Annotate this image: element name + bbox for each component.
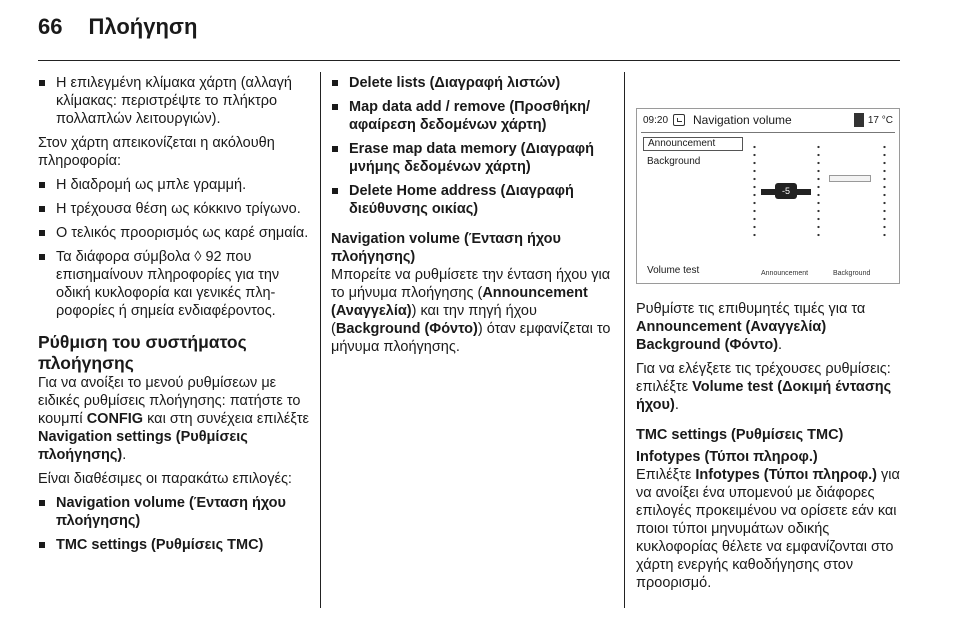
section-heading-nav-settings: Ρύθμιση του συστήματος πλοήγησης — [38, 332, 247, 373]
text-span: και στη συνέχεια επιλέξτε — [143, 411, 309, 427]
screen-menu-volume-test[interactable]: Volume test — [647, 265, 700, 276]
subheading-tmc-settings: TMC settings (Ρυθμίσεις TMC) — [636, 427, 844, 443]
text-span: Για να ελέγξετε τις τρέχουσες ρυθμίσεις: επιλέξτε — [636, 361, 891, 395]
column-2 — [331, 74, 613, 362]
bullet-list-options — [38, 494, 310, 554]
scale-dots — [883, 143, 886, 239]
paragraph-open-settings — [38, 374, 310, 464]
screen-menu-background[interactable]: Background — [647, 156, 701, 167]
header-rule — [38, 60, 900, 61]
config-key-label: CONFIG — [86, 411, 144, 427]
screen-time: 09:20 — [643, 114, 669, 126]
text-span: Για να ανοίξει το μενού ρυθμίσεων με ειδικές ρυθμίσεις πλοήγησης: πατήστε το κουμπί — [38, 375, 301, 427]
list-item: Τα διάφορα σύμβολα ◊ 92 που επισημαίνουν πληροφορίες για την οδική κυκλοφορία και γενικές πληροφορίες ή σημεία ενδιαφέροντος. — [38, 248, 310, 320]
slider-label-announcement: Announcement — [761, 270, 809, 277]
background-slider[interactable] — [829, 175, 871, 182]
paragraph-nav-volume — [331, 266, 613, 356]
text-span: ) όταν εμφανίζεται το μήνυμα πλοήγησης. — [331, 321, 611, 355]
volume-test-label: Volume test (Δοκιμή έντασης ήχου) — [636, 379, 892, 413]
announcement-label: Announcement (Αναγγελία) — [331, 285, 588, 319]
list-item: Η επιλεγμένη κλίμακα χάρτη (αλλαγή κλίμακας: περιστρέψτε το πλήκτρο πολλαπλών λειτουργιών). — [38, 74, 310, 128]
paragraph-options: Είναι διαθέσιμες οι παρακάτω επιλογές: — [38, 471, 292, 487]
list-item: Delete Home address (Διαγραφή διεύθυνσης οικίας) — [331, 182, 613, 218]
text-span: Επιλέξτε — [636, 467, 696, 483]
slider-label-background: Background — [833, 270, 871, 277]
column-1 — [38, 74, 310, 560]
list-item: Navigation volume (Ένταση ήχου πλοήγησης) — [38, 494, 310, 530]
paragraph-volume-test — [636, 360, 902, 414]
page-number: 66 — [38, 14, 63, 39]
list-item: Η τρέχουσα θέση ως κόκκινο τρίγωνο. — [38, 200, 310, 218]
paragraph-infotypes — [636, 466, 902, 592]
list-item: Erase map data memory (Διαγραφή μνήμης δεδομένων χάρτη) — [331, 140, 613, 176]
list-item: Ο τελικός προορισμός ως καρέ σημαία. — [38, 224, 310, 242]
text-span: Ρυθμίστε τις επιθυμητές τιμές για τα — [636, 301, 866, 317]
nav-volume-screen — [636, 108, 900, 284]
text-span: . — [778, 337, 783, 353]
page-title: Πλοήγηση — [88, 14, 198, 39]
screen-title: Navigation volume — [693, 113, 792, 127]
bullet-list-options-cont — [331, 74, 613, 218]
bullet-list-map-info — [38, 176, 310, 320]
phone-icon — [854, 113, 864, 127]
announcement-slider-knob[interactable]: -5 — [775, 183, 797, 199]
background-label: Background (Φόντο) — [335, 321, 478, 337]
scale-dots — [753, 143, 756, 239]
bullet-list-scale — [38, 74, 310, 128]
clock-icon — [673, 114, 685, 126]
screen-menu-announcement[interactable]: Announcement — [643, 137, 743, 151]
screen-status-bar — [637, 109, 899, 131]
list-item: TMC settings (Ρυθμίσεις TMC) — [38, 536, 310, 554]
paragraph-map-info: Στον χάρτη απεικονίζεται η ακόλουθη πληροφορία: — [38, 135, 275, 169]
scale-dots — [817, 143, 820, 239]
list-item: Map data add / remove (Προσθήκη/ αφαίρεση δεδομένων χάρτη) — [331, 98, 613, 134]
list-item: Η διαδρομή ως μπλε γραμμή. — [38, 176, 310, 194]
column-divider-2 — [624, 72, 625, 608]
announcement-label: Announcement (Αναγγελία) — [636, 319, 827, 335]
page-header — [38, 14, 197, 54]
text-span: . — [674, 397, 679, 413]
subheading-infotypes: Infotypes (Τύποι πληροφ.) — [636, 449, 818, 465]
text-span: για να ανοίξει ένα υπομενού με διάφορες επιλογές προκειμένου να ορίσετε εάν και ποιοι τύποι μηνυμάτων οδικής κυκλοφορίας θέλετε να εμφανίζονται στο χάρτη ενεργής καθοδήγησης στον προορισμό. — [636, 467, 900, 591]
subheading-nav-volume: Navigation volume (Ένταση ήχου πλοήγησης) — [331, 231, 561, 265]
background-label: Background (Φόντο) — [636, 337, 779, 353]
infotypes-label: Infotypes (Τύποι πληροφ.) — [695, 467, 878, 483]
column-divider-1 — [320, 72, 321, 608]
screen-divider — [641, 132, 895, 133]
paragraph-set-values — [636, 300, 902, 354]
list-item: Delete lists (Διαγραφή λιστών) — [331, 74, 613, 92]
text-span: Μπορείτε να ρυθμίσετε την ένταση ήχου για το μήνυμα πλοήγησης ( — [331, 267, 611, 301]
screen-temperature: 17 °C — [867, 114, 893, 126]
menu-path-label: Navigation settings (Ρυθμίσεις πλοήγησης) — [38, 429, 248, 463]
text-span: . — [122, 447, 127, 463]
column-3 — [636, 300, 902, 598]
text-span: ) και την πηγή ήχου ( — [331, 303, 537, 337]
